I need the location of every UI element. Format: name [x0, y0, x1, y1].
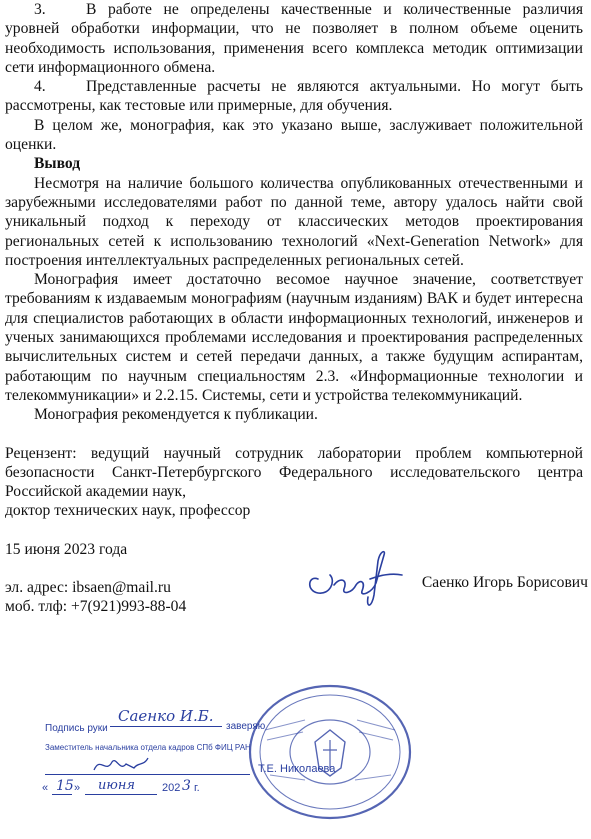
- reviewer-degree: доктор технических наук, профессор: [5, 502, 251, 520]
- date-year-prefix: 202: [162, 782, 181, 794]
- item-number: 4.: [34, 78, 46, 96]
- certification-block: [0, 680, 591, 839]
- date-day: 15: [56, 778, 74, 794]
- contact-email: эл. адрес: ibsaen@mail.ru: [5, 579, 171, 597]
- conclusion-paragraph-3: Монография рекомендуется к публикации.: [34, 406, 318, 424]
- signer-name: Саенко Игорь Борисович: [421, 574, 588, 591]
- date-month: июня: [98, 778, 135, 793]
- date-year-suffix: 3: [182, 778, 191, 794]
- date-open-quote: «: [42, 782, 49, 794]
- deputy-signature-icon: [90, 752, 150, 778]
- handwritten-signature-icon: [300, 535, 410, 615]
- date-year-end: г.: [194, 782, 200, 794]
- paragraph-4: [5, 77, 583, 116]
- date-close-quote: »: [74, 782, 81, 794]
- conclusion-paragraph-1: Несмотря на наличие большого количества опубликованных отечественными и зарубежными исследователями работ по данной теме, автору удалось найти свой уникальный подход к переходу от классических методов проектирования региональных сетей к использованию технологий «Next-Generation Network» для построения интеллектуальных распределенных региональных сетей.: [5, 174, 583, 269]
- month-line: [85, 794, 157, 795]
- handwritten-name: Саенко И.Б.: [118, 707, 214, 725]
- item-number: 3.: [34, 1, 46, 18]
- contact-phone: моб. тлф: +7(921)993-88-04: [5, 598, 187, 616]
- official-seal-icon: [245, 680, 415, 820]
- paragraph-summary: В целом же, монография, как это указано выше, заслуживает положительной оценки.: [5, 116, 583, 154]
- certifier-name: Т.Е. Николаева: [258, 763, 336, 775]
- paragraph-text: Представленные расчеты не являются актуальными. Но могут быть рассмотрены, как тестовые или примерные, для обучения.: [5, 78, 583, 115]
- conclusion-heading: Вывод: [34, 155, 81, 173]
- reviewer-info: Рецензент: ведущий научный сотрудник лаборатории проблем компьютерной безопасности Санкт-Петербургского Федерального исследовательского центра Российской академии наук,: [5, 444, 583, 501]
- paragraph-text: В работе не определены качественные и количественные различия уровней обработки информации, что не позволяет в полном объеме оценить необходимость использования, применения всего комплекса методик оптимизации сети информационного обмена.: [5, 1, 583, 76]
- paragraph-3: [5, 0, 583, 77]
- document-body: [5, 0, 583, 617]
- conclusion-paragraph-2: Монография имеет достаточно весомое научное значение, соответствует требованиям к издаваемым монографиям (научным изданиям) ВАК и будет интересна для специалистов работающих в области информационных технологий, инженеров и ученых занимающихся проблемами исследования и проектирования распределенных вычислительных систем и сетей передачи данных, а также будущим аспирантам, работающим по научным специальностям 2.3. «Информационные технологии и телекоммуникации» и 2.2.15. Системы, сети и устройства телекоммуникаций.: [5, 271, 583, 404]
- signature-label: Подпись руки: [45, 723, 108, 734]
- review-date: 15 июня 2023 года: [5, 540, 128, 558]
- deputy-label: Заместитель начальника отдела кадров СПб ФИЦ РАН: [45, 743, 251, 752]
- signature-line: [110, 726, 222, 727]
- certify-word: заверяю: [226, 721, 266, 732]
- day-line: [52, 794, 72, 795]
